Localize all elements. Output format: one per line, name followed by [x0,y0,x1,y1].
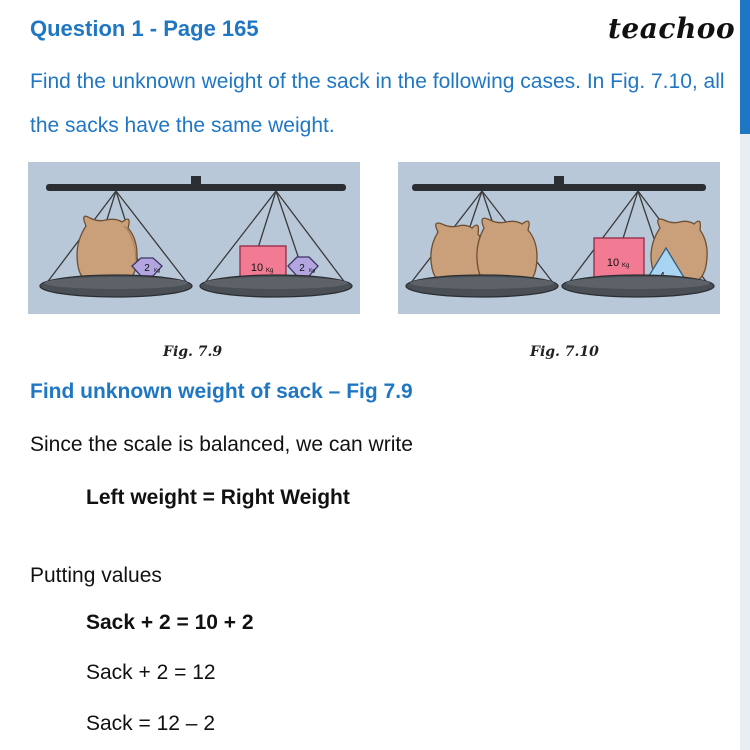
weight-unit: Kg [309,268,316,274]
figure-7-9 [28,162,360,314]
right-pan-top [204,277,348,289]
figure-7-10 [398,162,720,314]
weight-label: 10 [250,262,264,274]
figure-7-9-illustration [28,162,360,314]
left-pan-top [410,277,554,289]
scrollbar-thumb[interactable] [740,0,750,134]
beam-pivot [191,176,201,188]
weight-unit: Kg [266,268,274,274]
equation-line: Left weight = Right Weight [86,486,350,509]
weight-label: 2 [299,263,305,274]
teachoo-logo: teachoo [608,12,736,45]
scrollbar[interactable] [740,0,750,750]
left-pan-top [44,277,188,289]
figure-caption: Fig. 7.9 [163,344,223,360]
figure-7-10-illustration [398,162,720,314]
equation-line: Sack + 2 = 12 [86,661,216,684]
solution-line: Putting values [30,564,162,587]
weight-label: 2 [144,263,150,274]
right-pan-top [566,277,710,289]
weight-unit: Kg [154,268,161,274]
beam-pivot [554,176,564,188]
equation-line: Sack + 2 = 10 + 2 [86,611,254,634]
question-text: Find the unknown weight of the sack in the following cases. In Fig. 7.10, all the sacks have the same weight. [30,70,725,137]
weight-unit: Kg [622,263,630,269]
weight-hexagon-right [288,257,318,276]
page-title: Question 1 - Page 165 [30,16,259,41]
figure-caption: Fig. 7.10 [530,344,599,360]
solution-line: Since the scale is balanced, we can write [30,433,413,456]
section-heading: Find unknown weight of sack – Fig 7.9 [30,380,413,403]
equation-line: Sack = 12 – 2 [86,712,216,735]
weight-label: 10 [606,257,620,269]
